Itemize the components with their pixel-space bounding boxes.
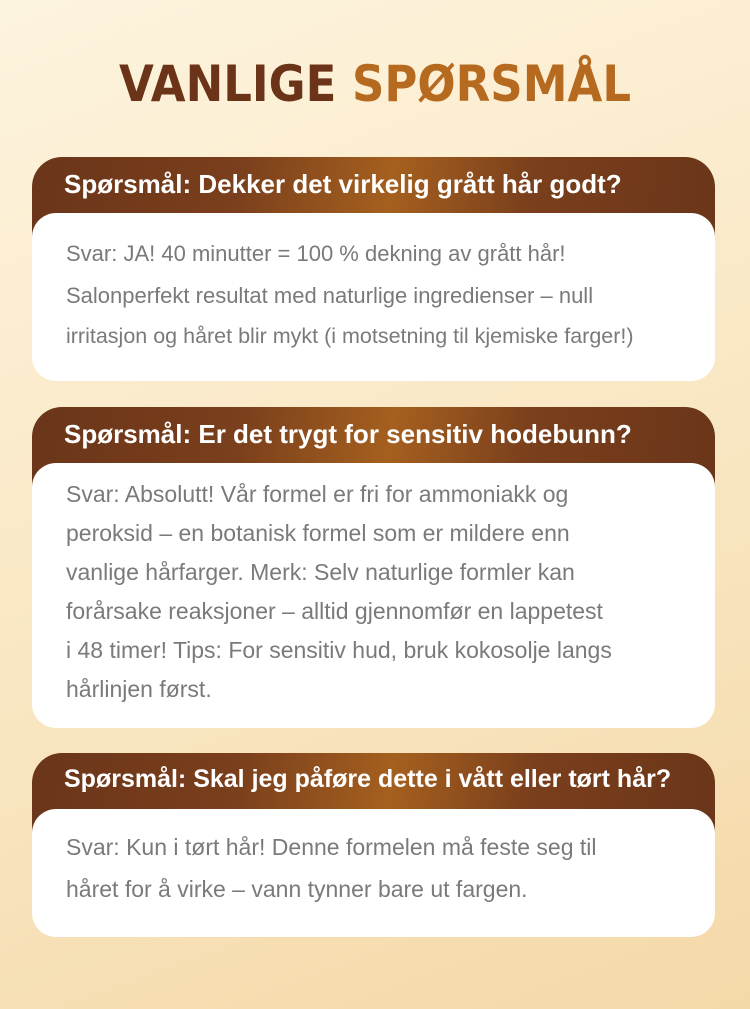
faq-answer-panel xyxy=(32,809,715,937)
faq-answer-line: Svar: Absolutt! Vår formel er fri for ammoniakk og xyxy=(66,481,569,507)
faq-answer-line: i 48 timer! Tips: For sensitiv hud, bruk kokosolje langs xyxy=(66,637,612,663)
faq-answer-line: forårsake reaksjoner – alltid gjennomfør en lappetest xyxy=(66,598,603,624)
faq-answer-panel xyxy=(32,213,715,381)
faq-answer-line: Salonperfekt resultat med naturlige ingredienser – null xyxy=(66,282,594,308)
faq-answer-line: peroksid – en botanisk formel som er mildere enn xyxy=(66,520,570,546)
faq-answer-line: Svar: Kun i tørt hår! Denne formelen må feste seg til xyxy=(66,834,597,860)
faq-question: Spørsmål: Er det trygt for sensitiv hodebunn? xyxy=(64,419,632,449)
title-part-2: SPØRSMÅL xyxy=(352,55,632,113)
title-part-1: VANLIGE xyxy=(118,55,353,113)
faq-answer-line: hårlinjen først. xyxy=(66,676,212,702)
faq-question: Spørsmål: Skal jeg påføre dette i vått eller tørt hår? xyxy=(64,765,672,793)
faq-answer-line: Svar: JA! 40 minutter = 100 % dekning av grått hår! xyxy=(66,241,566,266)
faq-answer-line: håret for å virke – vann tynner bare ut fargen. xyxy=(66,875,528,902)
page-title xyxy=(38,55,713,113)
faq-answer-panel xyxy=(32,463,715,728)
faq-question: Spørsmål: Dekker det virkelig grått hår godt? xyxy=(64,169,622,199)
faq-answer-line: irritasjon og håret blir mykt (i motsetning til kjemiske farger!) xyxy=(66,324,634,348)
faq-answer-line: vanlige hårfarger. Merk: Selv naturlige formler kan xyxy=(66,559,575,585)
